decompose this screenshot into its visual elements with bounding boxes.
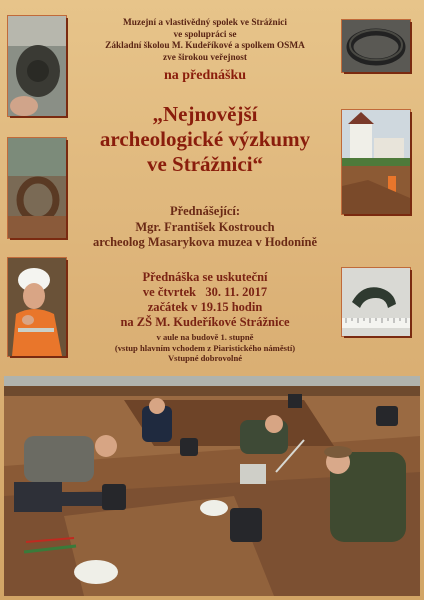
title-line-3: ve Strážnici“ (146, 152, 264, 176)
speaker-name: Mgr. František Kostrouch (135, 219, 275, 234)
photo-archaeologist-portrait (8, 258, 66, 356)
notes-line-1: v aule na budově 1. stupně (156, 332, 254, 342)
lecture-intro: na přednášku (163, 68, 247, 83)
organizer-line-1: Muzejní a vlastivědný spolek ve Strážnici (123, 18, 287, 28)
event-line-4: na ZŠ M. Kudeříkové Strážnice (120, 315, 290, 329)
title-block (70, 102, 340, 177)
organizer-line-2: ve spolupráci se (173, 29, 237, 40)
event-block (70, 270, 340, 330)
speaker-label: Přednášející: (169, 204, 241, 218)
notes-line-3: Vstupné dobrovolné (167, 353, 243, 363)
photo-artifact-fibula-ruler (342, 268, 410, 336)
photo-artifact-bronze-ring (8, 138, 66, 238)
event-line-3: začátek v 19.15 hodin (147, 300, 263, 314)
event-line-2: ve čtvrtek 30. 11. 2017 (142, 285, 268, 299)
title-line-1: „Nejnovější (152, 102, 258, 126)
organizer-line-3: Základní školou M. Kudeříkové a spolkem OSMA (105, 41, 305, 51)
title-line-2: archeologické výzkumy (99, 127, 311, 151)
organizer-line-4: zve širokou veřejnost (162, 52, 247, 63)
speaker-role: archeolog Masarykova muzea v Hodoníně (92, 235, 318, 249)
speaker-block (70, 204, 340, 251)
event-line-1: Přednáška se uskuteční (142, 270, 268, 284)
photo-excavation-team (4, 376, 420, 596)
photo-artifact-dark-seal (8, 16, 66, 116)
photo-excavation-site-church (342, 110, 410, 214)
photo-artifact-ring-closeup (342, 20, 410, 72)
notes-block (70, 332, 340, 364)
organizers-block (70, 18, 340, 64)
notes-line-2: (vstup hlavním vchodem z Piaristického náměstí) (114, 342, 296, 353)
